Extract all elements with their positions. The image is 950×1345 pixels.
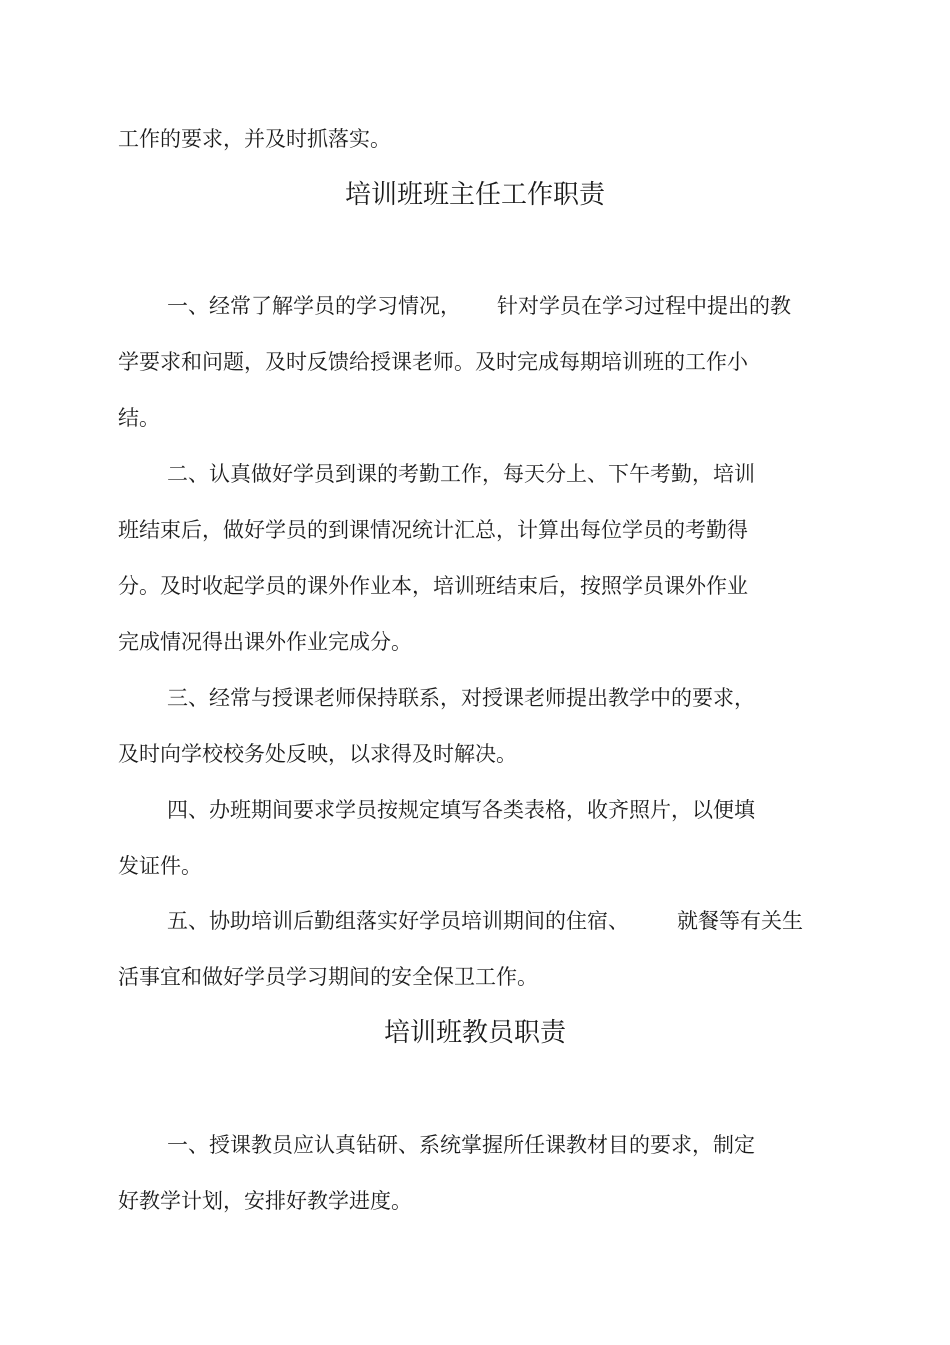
paragraph-line — [167, 907, 803, 935]
paragraph-line: 活事宜和做好学员学习期间的安全保卫工作。 — [118, 965, 538, 989]
paragraph-line: 二、认真做好学员到课的考勤工作，每天分上、下午考勤，培训 — [167, 462, 755, 486]
text-segment: 一、经常了解学员的学习情况， — [167, 294, 461, 318]
paragraph-line: 四、办班期间要求学员按规定填写各类表格，收齐照片，以便填 — [167, 798, 755, 822]
paragraph-line: 结。 — [118, 406, 160, 430]
section-title: 培训班班主任工作职责 — [344, 180, 605, 210]
paragraph-line: 一、授课教员应认真钻研、系统掌握所任课教材目的要求，制定 — [167, 1133, 755, 1157]
paragraph-line: 班结束后，做好学员的到课情况统计汇总，计算出每位学员的考勤得 — [118, 518, 748, 542]
paragraph-line: 好教学计划，安排好教学进度。 — [118, 1189, 412, 1213]
paragraph-line: 完成情况得出课外作业完成分。 — [118, 630, 412, 654]
paragraph-line: 发证件。 — [118, 854, 202, 878]
paragraph-line: 分。及时收起学员的课外作业本，培训班结束后，按照学员课外作业 — [118, 574, 748, 598]
paragraph-line: 三、经常与授课老师保持联系，对授课老师提出教学中的要求， — [167, 686, 755, 710]
paragraph-line: 学要求和问题，及时反馈给授课老师。及时完成每期培训班的工作小 — [118, 350, 748, 374]
text-segment: 五、协助培训后勤组落实好学员培训期间的住宿、 — [167, 909, 629, 933]
body-line: 工作的要求，并及时抓落实。 — [118, 127, 391, 151]
text-segment: 就餐等有关生 — [677, 909, 803, 933]
paragraph-line: 及时向学校校务处反映，以求得及时解决。 — [118, 742, 517, 766]
text-segment: 针对学员在学习过程中提出的教 — [497, 294, 791, 318]
section-title: 培训班教员职责 — [383, 1018, 566, 1048]
paragraph-line — [167, 292, 791, 320]
